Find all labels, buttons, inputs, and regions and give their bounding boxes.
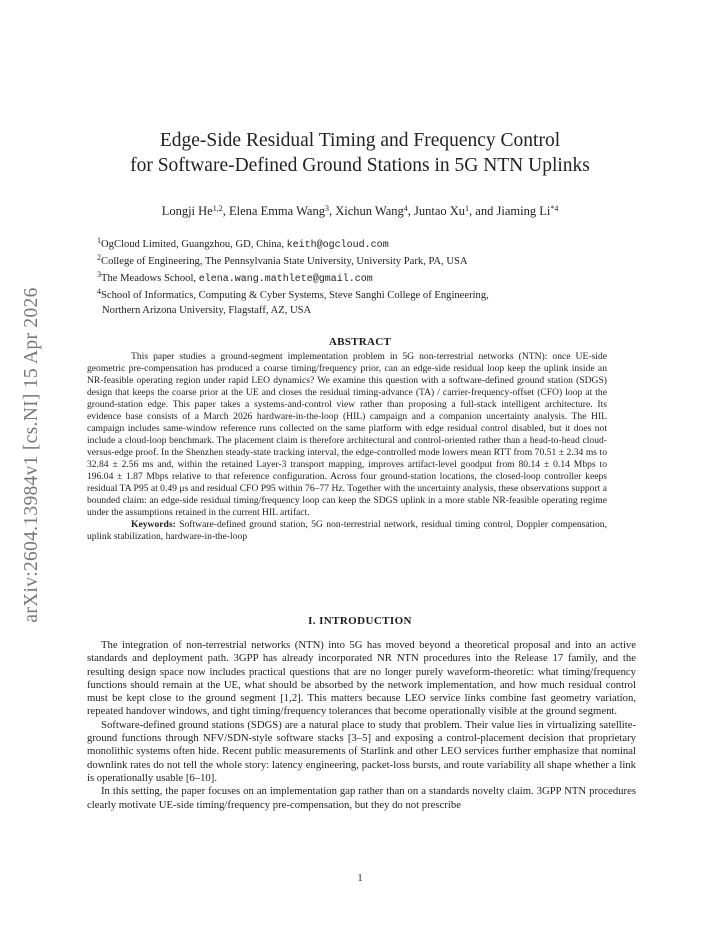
section-heading-introduction: I. INTRODUCTION [308, 615, 412, 627]
author-separator: , [222, 204, 229, 218]
paragraph: Software-defined ground stations (SDGS) are a natural place to study that problem. Their value lies in virtualizing satellite-ground functions through NFV/SDN-style software stacks [3–5] and exposing a control-placement decision that proprietary monolithic systems often hide. Recent public measurements of Starlink and other LEO services further emphasize that nominal downlink rates do not tell the whole story: latency engineering, packet-loss bursts, and route variability all shape whether a link is operationally usable [6–10]. [87, 718, 636, 784]
paper-title-line-2: for Software-Defined Ground Stations in 5G NTN Uplinks [130, 155, 590, 176]
affiliation-3: $^3$The Meadows School, elena.wang.mathlete@gmail.com [97, 270, 373, 285]
email-link[interactable]: elena.wang.mathlete@gmail.com [198, 274, 373, 285]
author: Juntao Xu [414, 204, 466, 218]
author: Xichun Wang [335, 204, 404, 218]
author: Elena Emma Wang [228, 204, 325, 218]
abstract-heading: ABSTRACT [328, 336, 392, 348]
author-separator: , [328, 204, 336, 218]
paragraph: The integration of non-terrestrial networks (NTN) into 5G has moved beyond a theoretical proposal and into an active standards and deployment path. 3GPP has already incorporated NR NTN procedures into the Release 17 family, and the resulting design space now includes practical questions that are no longer purely waveform-theoretic: what timing/frequency functions should remain at the UE, what should be absorbed by the network implementation, and how much residual control must be kept close to the ground segment [1,2]. This matters because LEO service links combine fast geometry variation, repeated handover windows, and tight timing/frequency tolerances that become operationally visible at the ground segment. [87, 639, 636, 718]
paper-title-line-1: Edge-Side Residual Timing and Frequency Control [159, 130, 561, 151]
keywords [87, 519, 607, 543]
author-separator: , [407, 204, 414, 218]
email-link[interactable]: keith@ogcloud.com [286, 240, 389, 251]
paragraph: In this setting, the paper focuses on an implementation gap rather than on a standards novelty claim. 3GPP NTN procedures clearly motivate UE-side timing/frequency pre-compensation, but they do not prescribe [87, 785, 636, 811]
keywords-label: Keywords: [131, 519, 176, 530]
keywords-text: Software-defined ground station, 5G non-terrestrial network, residual timing control, Doppler compensation, uplink stabilization, hardware-in-the-loop [87, 519, 607, 542]
author-affiliation-mark: 1,2 [212, 204, 223, 213]
affiliation-4-continued: Northern Arizona University, Flagstaff, AZ, USA [102, 305, 312, 316]
arxiv-id: arXiv:2604.13984v1 [cs.NI] 15 Apr 2026 [21, 287, 42, 623]
author-affiliation-mark: 3 [324, 204, 329, 213]
author-separator: , and [469, 204, 497, 218]
author-affiliation-mark: 1 [465, 204, 470, 213]
abstract-text: This paper studies a ground-segment implementation problem in 5G non-terrestrial networks (NTN): once UE-side geometric pre-compensation has produced a coarse timing/frequency prior, can an edge-side residual loop keep the uplink inside an NR-feasible operating region under rapid LEO dynamics? We examine this question with a software-defined ground station (SDGS) design that keeps the coarse prior at the UE and closes the residual timing-advance (TA) / carrier-frequency-offset (CFO) loop at the ground-station edge. This paper takes a systems-and-control view rather than proposing a full-stack intelligent architecture. Its evidence base consists of a March 2026 hardware-in-the-loop (HIL) campaign and a companion uncertainty analysis. The HIL campaign includes same-window reference runs collected on the same platform with edge residual control disabled, but it does not include a cloud-loop benchmark. The placement claim is therefore architectural and control-oriented rather than a head-to-head cloud-versus-edge proof. In the Shenzhen steady-state tracking interval, the edge-controlled mode lowers mean RTT from 70.51 ± 2.34 ms to 32.84 ± 2.56 ms and, within the retained Layer-3 transport mapping, improves artifact-level goodput from 80.14 ± 0.14 Mbps to 196.04 ± 1.87 Mbps relative to that reference configuration. Across four ground-station locations, the closed-loop controller keeps residual TA P95 at 0.49 μs and residual CFO P95 within 76–77 Hz. Together with the uncertainty analysis, these observations support a bounded claim: an edge-side residual timing/frequency loop can keep the SDGS uplink in a more stable NR-feasible operating regime under the assumptions retained in the current HIL artifact. [87, 351, 607, 518]
author: Longji He [161, 204, 213, 218]
affiliation-2: $^2$College of Engineering, The Pennsylvania State University, University Park, PA, USA [97, 253, 468, 267]
page-number: 1 [357, 873, 363, 884]
introduction-body [87, 639, 636, 812]
author: Jiaming Li [496, 204, 551, 218]
affiliation-4: $^4$School of Informatics, Computing & Cyber Systems, Steve Sanghi College of Engineering, [97, 287, 489, 301]
abstract-body [87, 351, 607, 543]
author-affiliation-mark: 4 [403, 204, 408, 213]
arxiv-sidebar-stamp [10, 260, 54, 650]
affiliation-1: $^1$OgCloud Limited, Guangzhou, GD, China, keith@ogcloud.com [97, 236, 389, 251]
author-affiliation-mark: *4 [550, 204, 559, 213]
author-list [80, 204, 640, 219]
